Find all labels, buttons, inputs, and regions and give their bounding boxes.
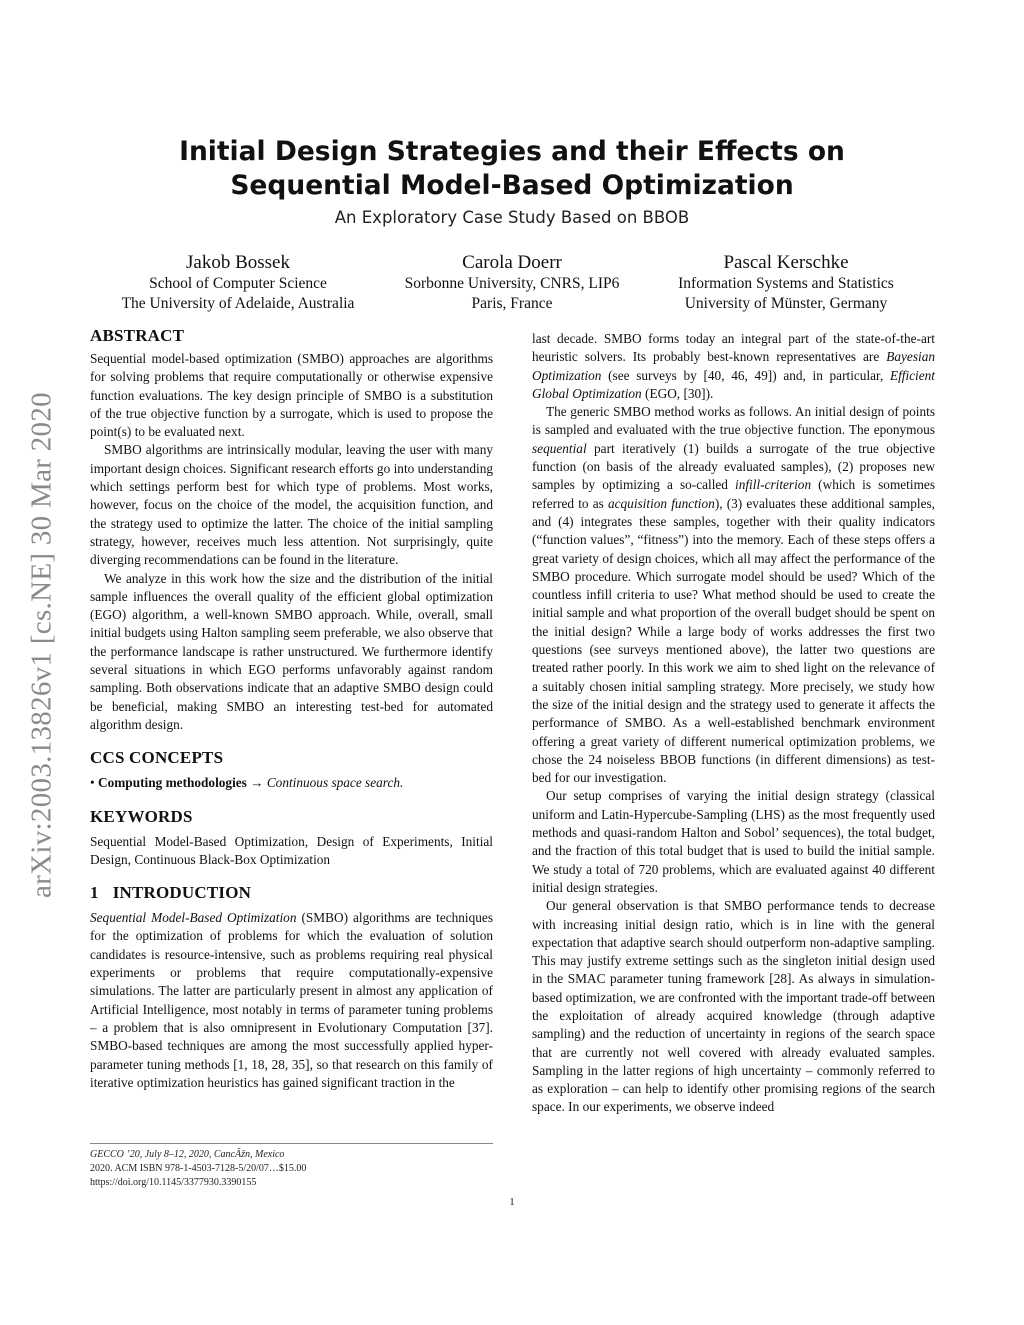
author-name: Jakob Bossek (186, 252, 290, 273)
footnote-block (90, 1143, 493, 1190)
introduction-paragraph: Sequential Model-Based Optimization (SMBO) algorithms are techniques for the optimization of problems for which the evaluation of solution candidates is resource-intensive, such as problems requiring real physical experiments or problems that require computationally-expensive simulations. The latter are particularly present in almost any application of Artificial Intelligence, most notably in terms of parameter tuning problems – a problem that is also omnipresent in Evolutionary Computation [37]. SMBO-based techniques are among the most successfully applied hyper-parameter tuning methods [1, 18, 28, 35], so that research on this family of iterative optimization heuristics has gained significant traction in the (90, 910, 494, 1090)
emphasis-text: infill-criterion (735, 477, 812, 493)
introduction-section (90, 883, 493, 1092)
author-affiliation: The University of Adelaide, Australia (121, 295, 355, 312)
author-block (78, 252, 398, 314)
body-paragraph: last decade. SMBO forms today an integral part of the state-of-the-art heuristic solvers. Its probably best-known representatives are Bayesian Optimization (see surveys by [40, 46, 49]) and, in particular, Efficient Global Optimization (EGO, [30]). (532, 331, 935, 401)
doi-link[interactable]: https://doi.org/10.1145/3377930.3390155 (90, 1177, 257, 1188)
author-affiliation: School of Computer Science (149, 275, 327, 292)
abstract-paragraph: Sequential model-based optimization (SMBO) approaches are algorithms for solving problems that require computationally or otherwise expensive function evaluations. The key design principle of SMBO is a substitution of the true objective function by a surrogate, which is used to propose the point(s) to be evaluated next. (90, 351, 493, 440)
keywords-section (90, 807, 493, 870)
introduction-heading (90, 883, 493, 903)
ccs-concepts-heading: CCS CONCEPTS (90, 748, 224, 768)
author-block (352, 252, 672, 314)
left-column (90, 326, 493, 1092)
arxiv-identifier-stamp (26, 350, 58, 940)
paper-title-line-1: Initial Design Strategies and their Effects on (179, 136, 845, 167)
author-affiliation: Sorbonne University, CNRS, LIP6 (404, 275, 620, 292)
body-paragraph: Our general observation is that SMBO performance tends to decrease with increasing initial design ratio, which is in line with the general expectation that adaptive search should outperform non-adaptive sampling. This may justify extreme settings such as the singleton initial design used in the SMAC parameter tuning framework [28]. As always in simulation-based optimization, we are confronted with the important trade-off between the exploitation of already acquired knowledge (through adaptive sampling) and the reduction of uncertainty in regions of the search space that are currently not well covered with already evaluated samples. Sampling in the latter regions of high uncertainty – commonly referred to as exploration – can help to identify other promising regions of the search space. In our experiments, we observe indeed (532, 898, 935, 1115)
keywords-text: Sequential Model-Based Optimization, Design of Experiments, Initial Design, Continuous Black-Box Optimization (90, 833, 493, 867)
emphasis-text: Bayesian Optimization (532, 349, 935, 383)
author-name: Pascal Kerschke (723, 252, 849, 273)
emphasis-text: acquisition function (607, 495, 715, 511)
ccs-concepts-section (90, 748, 493, 792)
ccs-concept-entry (90, 774, 493, 792)
author-block (626, 252, 946, 314)
emphasis-text: sequential (532, 440, 587, 456)
paper-title-line-2: Sequential Model-Based Optimization (230, 170, 794, 201)
keywords-heading: KEYWORDS (90, 806, 193, 826)
ccs-concept: Computing methodologies (97, 775, 247, 791)
body-paragraph: Our setup comprises of varying the initial design strategy (classical uniform and Latin-Hypercube-Sampling (LHS) as the most frequently used methods and quasi-random Halton and Sobol’ sequences), the total budget, and the fraction of this total budget that is used to build the initial sample. We study a total of 720 problems, which are evaluated against 40 different initial design strategies. (532, 788, 935, 895)
abstract-paragraph: SMBO algorithms are intrinsically modular, leaving the user with many important design choices. Significant research efforts go into understanding which settings perform best for which type of problems. Most works, however, focus on the choice of the model, the acquisition function, and the strategy used to optimize the latter. The choice of the initial sampling strategy, however, receives much less attention. Not surprisingly, quite diverging recommendations can be found in the literature. (90, 442, 493, 568)
abstract-heading: ABSTRACT (90, 326, 185, 345)
ccs-subconcept: Continuous space search. (266, 775, 404, 791)
isbn-line: 2020. ACM ISBN 978-1-4503-7128-5/20/07…$15.00 (90, 1163, 307, 1174)
author-affiliation: Information Systems and Statistics (678, 275, 894, 292)
author-name: Carola Doerr (462, 252, 562, 273)
author-affiliation: University of Münster, Germany (684, 295, 888, 312)
right-column (532, 330, 935, 1117)
page-number: 1 (509, 1196, 515, 1208)
bullet: • (90, 775, 95, 791)
section-title: INTRODUCTION (112, 883, 252, 903)
arxiv-identifier-text: arXiv:2003.13826v1 [cs.NE] 30 Mar 2020 (25, 392, 58, 898)
section-number: 1 (90, 883, 99, 903)
emphasis-text: Sequential Model-Based Optimization (90, 910, 297, 926)
abstract-section (90, 326, 493, 734)
author-affiliation: Paris, France (471, 295, 553, 312)
arrow-icon: → (250, 775, 264, 791)
conference-venue: GECCO ’20, July 8–12, 2020, CancÃžn, Mexico (90, 1149, 285, 1160)
body-paragraph: The generic SMBO method works as follows. An initial design of points is sampled and evaluated with the true objective function. The eponymous sequential part iteratively (1) builds a surrogate of the true objective function (on basis of the already evaluated samples), (2) proposes new samples by optimizing a so-called infill-criterion (which is sometimes referred to as acquisition function), (3) evaluates these additional samples, and (4) integrates these samples, together with their quality indicators (“function values”, “fitness”) into the memory. Each of these steps offers a great variety of design choices, which all may affect the performance of the SMBO procedure. Which surrogate model should be used? Which of the countless infill criteria to use? What method should be used to create the initial sample and what proportion of the overall budget should be spent on the initial design? While a large body of works addresses the first two questions (see surveys mentioned above), the latter two questions are treated rather poorly. In this work we aim to shed light on the relevance of a suitably chosen initial sampling strategy. More precisely, we study how the size of the initial design and the strategy used to generate it affects the performance of SMBO. As a well-established benchmark environment offering a great variety of different numerical optimization problems, we chose the 24 noiseless BBOB functions (in different dimensions) as test-bed for our investigation. (532, 404, 935, 786)
emphasis-text: Efficient Global Optimization (532, 367, 935, 401)
abstract-paragraph: We analyze in this work how the size and the distribution of the initial sample influences the overall quality of the efficient global optimization (EGO) algorithm, a well-known SMBO approach. While, overall, small initial budgets using Halton sampling seem preferable, we also observe that the performance landscape is rather unstructured. We furthermore identify several situations in which EGO performs unfavorably against random sampling. Both observations indicate that an adaptive SMBO design could be beneficial, making SMBO an interesting test-bed for automated algorithm design. (90, 570, 493, 732)
paper-subtitle: An Exploratory Case Study Based on BBOB (334, 208, 690, 227)
